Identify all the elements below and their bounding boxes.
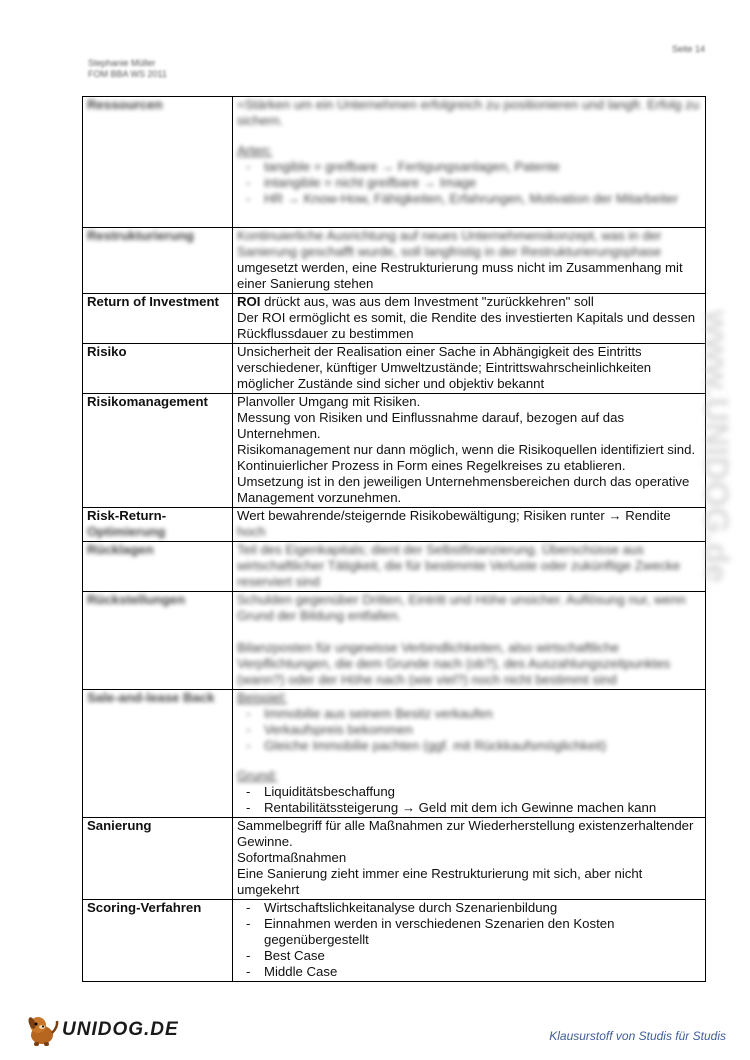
desc-text: Kontinuierlicher Prozess in Form eines Regelkreises zu etablieren. (237, 458, 626, 473)
desc-text-blurred: hoch (237, 524, 266, 539)
desc-text: =Stärken um ein Unternehmen erfolgreich zu positionieren und langfr. Erfolg zu sichern. (237, 97, 700, 128)
beispiel-list (237, 706, 703, 754)
glossary-table (82, 96, 706, 982)
desc-sanierung (233, 818, 706, 900)
list-item: - Einnahmen werden in verschiedenen Szenarien den Kosten gegenübergestellt (237, 916, 703, 948)
arten-label: Arten: (237, 143, 273, 158)
list-item: - Immobilie aus seinem Besitz verkaufen (237, 706, 703, 722)
desc-text: Sofortmaßnahmen (237, 850, 347, 865)
term-roi: Return of Investment (83, 294, 233, 344)
desc-text: Umsetzung ist in den jeweiligen Unternehmensbereichen durch das operative Management vorzunehmen. (237, 474, 690, 505)
term-ressourcen: Ressourcen (83, 97, 233, 228)
row-roi (83, 294, 706, 344)
list-item: - Liquiditätsbeschaffung (237, 784, 703, 800)
list-item: - HR → Know-How, Fähigkeiten, Erfahrungen, Motivation der Mitarbeiter (237, 191, 703, 207)
desc-roi (233, 294, 706, 344)
row-ruecklagen (83, 542, 706, 592)
row-ressourcen (83, 97, 706, 228)
row-sale-lease-back (83, 690, 706, 818)
footer-tagline: Klausurstoff von Studis für Studis (549, 1029, 726, 1043)
desc-restrukturierung (233, 228, 706, 294)
row-restrukturierung (83, 228, 706, 294)
desc-rueckstellungen (233, 592, 706, 690)
row-risiko (83, 344, 706, 394)
desc-text: Planvoller Umgang mit Risiken. (237, 394, 421, 409)
term-sanierung: Sanierung (83, 818, 233, 900)
desc-text: Eine Sanierung zieht immer eine Restrukturierung mit sich, aber nicht umgekehrt (237, 866, 643, 897)
term-sale-lease-back: Sale-and-lease Back (83, 690, 233, 818)
list-item: - Wirtschaftslichkeitanalyse durch Szenarienbildung (237, 900, 703, 916)
desc-risiko (233, 344, 706, 394)
unidog-logo[interactable] (24, 1013, 179, 1047)
grund-list (237, 784, 703, 816)
desc-text: umgesetzt werden, eine Restrukturierung muss nicht im Zusammenhang mit einer Sanierung stehen (237, 260, 683, 291)
desc-ruecklagen (233, 542, 706, 592)
desc-text-blurred: Kontinuierliche Ausrichtung auf neues Unternehmenskonzept, was in der Sanierung geschafft wurde, soll langfristig in der Restrukturierungsphase (237, 228, 662, 259)
row-scoring (83, 900, 706, 982)
desc-text: Risikomanagement nur dann möglich, wenn die Risikoquellen identifiziert sind. (237, 442, 696, 457)
beispiel-label: Beispiel: (237, 690, 287, 705)
desc-sale-lease-back (233, 690, 706, 818)
watermark-text: www.UNIDOG.de (697, 310, 735, 583)
term-risk-return (83, 508, 233, 542)
term-risiko: Risiko (83, 344, 233, 394)
author-block (88, 58, 167, 80)
watermark (685, 310, 735, 750)
dog-mascot-icon (24, 1013, 60, 1047)
term-rueckstellungen: Rückstellungen (83, 592, 233, 690)
roi-line1: drückt aus, was aus dem Investment "zurückkehren" soll (260, 294, 594, 309)
row-risikomanagement (83, 394, 706, 508)
desc-text: Bilanzposten für ungewisse Verbindlichkeiten, also wirtschaftliche Verpflichtungen, die dem Grunde nach (ob?), des Auszahlungszeitpunktes (wann?) oder der Höhe nach (wie viel?) noch nicht bestimmt sind (237, 640, 671, 687)
desc-text: Messung von Risiken und Einflussnahme darauf, bezogen auf das Unternehmen. (237, 410, 625, 441)
desc-scoring (233, 900, 706, 982)
desc-ressourcen (233, 97, 706, 228)
term-risikomanagement: Risikomanagement (83, 394, 233, 508)
beispiel-block (237, 690, 703, 784)
term-ruecklagen: Rücklagen (83, 542, 233, 592)
list-item: - tangible = greifbare → Fertigungsanlagen, Patente (237, 159, 703, 175)
desc-risikomanagement (233, 394, 706, 508)
row-risk-return (83, 508, 706, 542)
list-item: - Verkaufspreis bekommen (237, 722, 703, 738)
term-blurred: Optimierung (87, 524, 166, 539)
list-item: - Middle Case (237, 964, 703, 980)
author-name: Stephanie Müller (88, 58, 156, 68)
course-name: FOM BBA WS 2011 (88, 69, 167, 79)
brand-name: UNIDOG.DE (62, 1019, 179, 1040)
desc-text: Teil des Eigenkapitals; dient der Selbstfinanzierung. Überschüsse aus wirtschaftlicher Tätigkeit, die für bestimmte Verluste oder zukünftige Zwecke reserviert sind (237, 542, 681, 589)
desc-text: Unsicherheit der Realisation einer Sache in Abhängigkeit des Eintritts verschiedener, künftiger Umweltzustände; Eintrittswahrscheinlichkeiten möglicher Zustände sind sicher und objektiv bekannt (237, 344, 652, 391)
roi-abbr: ROI (237, 294, 261, 309)
desc-text: Sammelbegriff für alle Maßnahmen zur Wiederherstellung existenzerhaltender Gewinne. (237, 818, 694, 849)
row-sanierung (83, 818, 706, 900)
page-number: Seite 14 (671, 44, 705, 54)
row-rueckstellungen (83, 592, 706, 690)
list-item: - intangible = nicht greifbare → Image (237, 175, 703, 191)
term-restrukturierung: Restrukturierung (83, 228, 233, 294)
grund-label: Grund: (237, 768, 278, 783)
arten-list (237, 159, 703, 207)
list-item: - Best Case (237, 948, 703, 964)
term-scoring: Scoring-Verfahren (83, 900, 233, 982)
list-item: - Rentabilitätssteigerung → Geld mit dem ich Gewinne machen kann (237, 800, 703, 816)
desc-text: Wert bewahrende/steigernde Risikobewältigung; Risiken runter → Rendite (237, 508, 671, 523)
desc-text: Schulden gegenüber Dritten, Eintritt und Höhe unsicher. Auflösung nur, wenn Grund der Bildung entfallen. (237, 592, 686, 623)
term-visible: Risk-Return- (87, 508, 167, 523)
desc-risk-return (233, 508, 706, 542)
desc-text: Der ROI ermöglicht es somit, die Rendite des investierten Kapitals und dessen Rückflussdauer zu bestimmen (237, 310, 696, 341)
scoring-list (237, 900, 703, 980)
list-item: - Gleiche Immobilie pachten (ggf. mit Rückkaufsmöglichkeit) (237, 738, 703, 754)
desc-text (237, 294, 703, 310)
